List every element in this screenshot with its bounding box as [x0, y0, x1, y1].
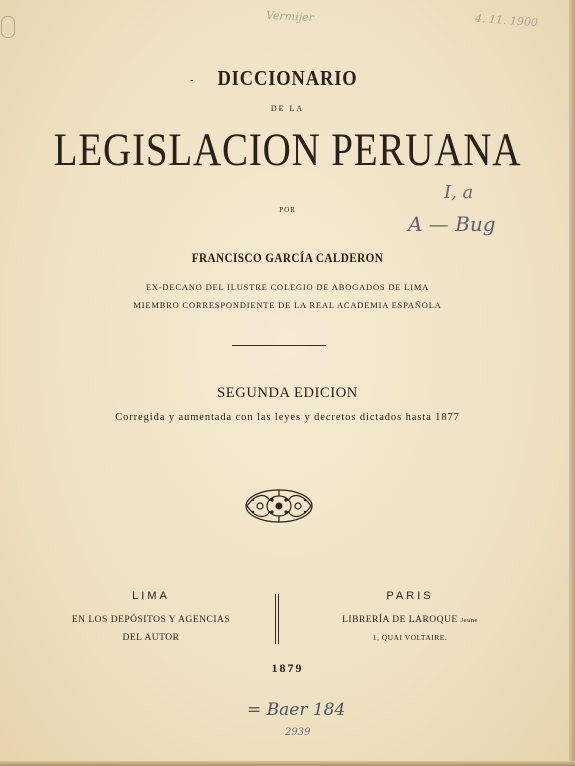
publisher-name: LIBRERÍA DE LAROQUE — [342, 615, 458, 625]
publisher-suffix: Jeune — [460, 617, 478, 624]
handwritten-shelfmark-2: A — Bug — [408, 212, 496, 236]
handwritten-note-top-left: Vermijer — [265, 8, 315, 25]
imprint-right-line-2: 1, QUAI VOLTAIRE. — [372, 633, 448, 642]
printer-ornament-icon — [244, 487, 314, 525]
handwritten-shelfmark-1: I, a — [444, 182, 474, 203]
dictionary-label: DICCIONARIO — [217, 66, 358, 90]
dictionary-heading — [35, 66, 541, 91]
imprint-left-line-2: DEL AUTOR — [122, 633, 180, 643]
imprint-left-city: LIMA — [132, 590, 170, 602]
edition-note: Corregida y aumentada con las leyes y decretos dictados hasta 1877 — [115, 412, 460, 423]
heading-dash: - — [190, 75, 195, 86]
of-the-label: DE LA — [270, 104, 305, 113]
stamp-mark — [1, 16, 15, 38]
author-credential-1: EX-DECANO DEL ILUSTRE COLEGIO DE ABOGADOS DE LIMA — [145, 282, 430, 292]
handwritten-number-bottom: 2939 — [285, 727, 311, 738]
author-name: FRANCISCO GARCÍA CALDERON — [191, 250, 384, 265]
imprint-left-line-1: EN LOS DEPÓSITOS Y AGENCIAS — [71, 615, 231, 625]
imprint-divider-right — [278, 594, 279, 644]
edition-heading: SEGUNDA EDICION — [217, 385, 358, 401]
author-credential-2: MIEMBRO CORRESPONDIENTE DE LA REAL ACADEMIA ESPAÑOLA — [133, 300, 442, 310]
main-title: LEGISLACION PERUANA — [53, 124, 522, 176]
handwritten-note-top-right: 4. 11. 1900 — [474, 11, 539, 30]
handwritten-note-bottom: = Baer 184 — [247, 700, 346, 720]
imprint-divider-left — [275, 594, 276, 644]
imprint-right-line-1 — [318, 615, 502, 625]
page-edge-right — [569, 0, 575, 766]
imprint-right-city: PARIS — [386, 590, 434, 602]
divider-rule — [232, 345, 326, 346]
publication-year: 1879 — [271, 661, 304, 675]
page-edge-bottom — [0, 761, 575, 766]
by-label: POR — [279, 206, 296, 214]
